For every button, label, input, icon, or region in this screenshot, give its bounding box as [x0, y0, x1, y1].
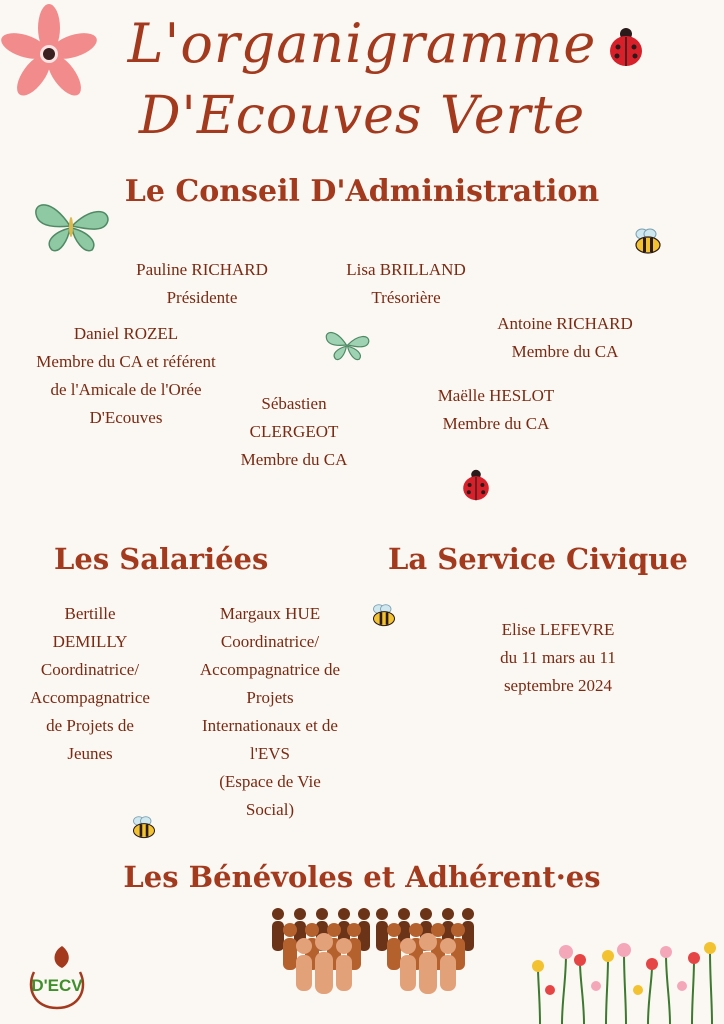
- board-member-daniel: [6, 320, 246, 432]
- board-member-president: [100, 256, 304, 312]
- page-title-line1: L'organigramme: [127, 12, 597, 75]
- people-group-icon: [268, 906, 474, 996]
- employee-bertille: [10, 600, 170, 768]
- butterfly-icon: [324, 328, 370, 362]
- bee-icon: [370, 602, 398, 630]
- bee-icon: [130, 814, 158, 842]
- member-role: Membre du CA: [442, 414, 550, 433]
- board-member-sebastien: [214, 390, 374, 474]
- logo: [22, 942, 92, 1012]
- member-name: Maëlle HESLOT: [437, 386, 555, 405]
- employee-name: Bertille DEMILLY: [52, 604, 128, 651]
- employee-role: Coordinatrice/ Accompagnatrice de Projets de Jeunes: [30, 660, 150, 763]
- ladybug-icon: [460, 468, 492, 502]
- section-title-civic: La Service Civique: [388, 542, 688, 576]
- civic-service-member: [470, 616, 646, 700]
- member-role: Membre du CA: [240, 450, 348, 469]
- member-name: Daniel ROZEL: [73, 324, 179, 343]
- logo-text: D'ECV: [31, 976, 83, 995]
- employee-name: Margaux HUE: [219, 604, 321, 623]
- member-name: Lisa BRILLAND: [346, 260, 466, 279]
- flower-icon: [4, 4, 94, 100]
- section-title-volunteers: Les Bénévoles et Adhérent·es: [123, 860, 601, 894]
- employee-role: Coordinatrice/ Accompagnatrice de Projets Internationaux et de l'EVS (Espace de Vie Social): [199, 632, 341, 819]
- employee-margaux: [180, 600, 360, 824]
- butterfly-icon: [32, 198, 110, 254]
- member-role: Trésorière: [371, 288, 441, 307]
- section-title-employees: Les Salariées: [54, 542, 269, 576]
- flower-meadow-icon: [526, 940, 722, 1024]
- ladybug-icon: [606, 26, 646, 68]
- member-role: Membre du CA: [511, 342, 619, 361]
- civic-name: Elise LEFEVRE: [501, 620, 615, 639]
- board-member-maelle: [408, 382, 584, 438]
- member-name: Pauline RICHARD: [136, 260, 268, 279]
- bee-icon: [632, 226, 664, 258]
- member-name: Antoine RICHARD: [497, 314, 633, 333]
- member-name: Sébastien CLERGEOT: [249, 394, 339, 441]
- page-title-line2: D'Ecouves Verte: [138, 86, 586, 146]
- civic-period: du 11 mars au 11 septembre 2024: [500, 648, 616, 695]
- section-title-board: Le Conseil D'Administration: [124, 174, 600, 209]
- member-role: Membre du CA et référent de l'Amicale de l'Orée D'Ecouves: [36, 352, 216, 427]
- board-member-treasurer: [322, 256, 490, 312]
- board-member-antoine: [470, 310, 660, 366]
- member-role: Présidente: [166, 288, 238, 307]
